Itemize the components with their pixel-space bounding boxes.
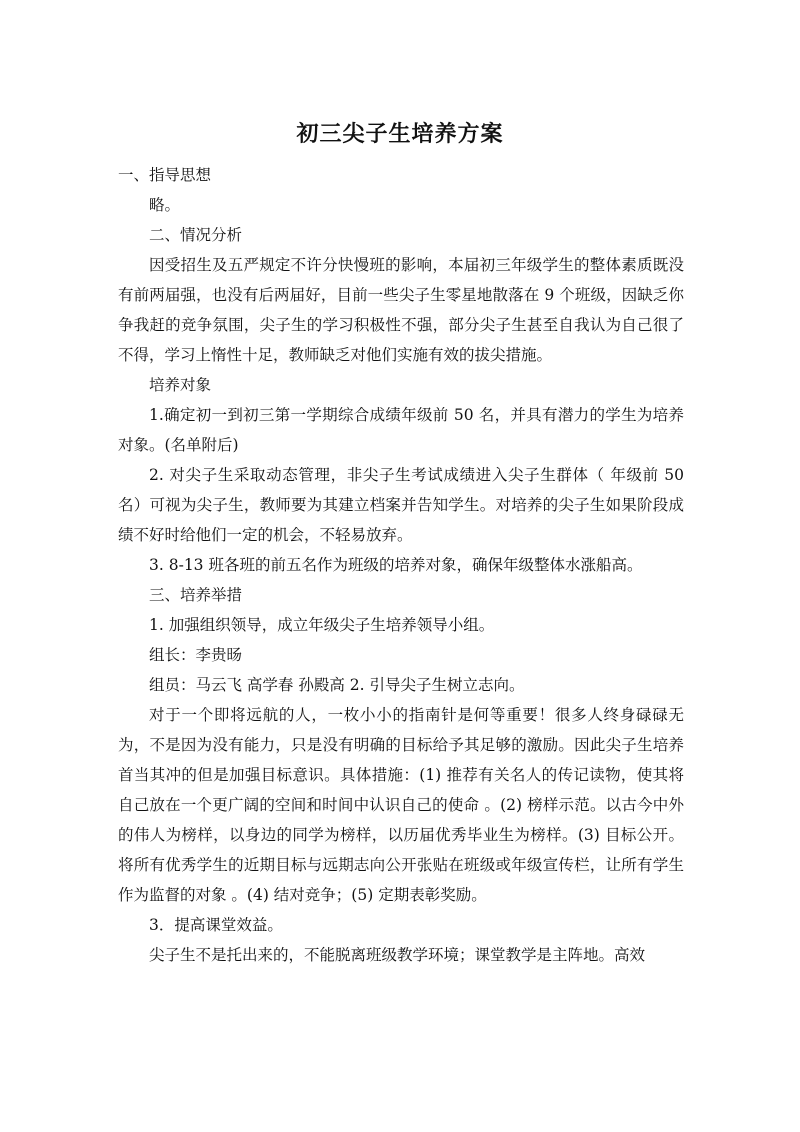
document-body xyxy=(118,160,684,970)
section-heading-guiding-ideology: 一、指导思想 xyxy=(118,166,212,184)
subheading-training-targets: 培养对象 xyxy=(149,376,212,394)
paragraph-goal-awareness: 对于一个即将远航的人，一枚小小的指南针是何等重要！很多人终身碌碌无为，不是因为没有能力，只是没有明确的目标给予其足够的激励。因此尖子生培养首当其冲的但是加强目标意识。具体措施：(1) 推荐有关名人的传记读物，使其将自己放在一个更广阔的空间和时间中认识自己的使命 。(2) 榜样示范。以古今中外的伟人为榜样，以身边的同学为榜样，以历届优秀毕业生为榜样。(3) 目标公开。将所有优秀学生的近期目标与远期志向公开张贴在班级或年级宣传栏，让所有学生作为监督的对象 。(4) 结对竞争；(5) 定期表彰奖励。 xyxy=(118,706,684,904)
document-title: 初三尖子生培养方案 xyxy=(296,122,504,147)
paragraph-omitted: 略。 xyxy=(149,196,181,214)
paragraph-group-members: 组员：马云飞 高学春 孙殿高 2. 引导尖子生树立志向。 xyxy=(149,676,525,694)
paragraph-classroom: 尖子生不是托出来的，不能脱离班级教学环境；课堂教学是主阵地。高效 xyxy=(149,946,646,964)
paragraph-target-2: 2. 对尖子生采取动态管理，非尖子生考试成绩进入尖子生群体（ 年级前 50 名）可视为尖子生，教师要为其建立档案并告知学生。对培养的尖子生如果阶段成绩不好时给他们一定的机会，不轻易放弃。 xyxy=(118,466,684,544)
paragraph-target-1: 1.确定初一到初三第一学期综合成绩年级前 50 名，并具有潜力的学生为培养对象。(名单附后) xyxy=(118,406,684,454)
paragraph-group-leader: 组长：李贵旸 xyxy=(149,646,243,664)
paragraph-target-3: 3. 8-13 班各班的前五名作为班级的培养对象，确保年级整体水涨船高。 xyxy=(149,556,643,574)
section-heading-measures: 三、培养举措 xyxy=(149,586,243,604)
section-heading-situation-analysis: 二、情况分析 xyxy=(149,226,243,244)
paragraph-situation: 因受招生及五严规定不许分快慢班的影响，本届初三年级学生的整体素质既没有前两届强，也没有后两届好，目前一些尖子生零星地散落在 9 个班级，因缺乏你争我赶的竞争氛围，尖子生的学习积极性不强，部分尖子生甚至自我认为自己很了不得，学习上惰性十足，教师缺乏对他们实施有效的拔尖措施。 xyxy=(118,256,684,364)
paragraph-measure-3: 3．提高课堂效益。 xyxy=(149,916,283,934)
paragraph-measure-1: 1. 加强组织领导，成立年级尖子生培养领导小组。 xyxy=(149,616,495,634)
